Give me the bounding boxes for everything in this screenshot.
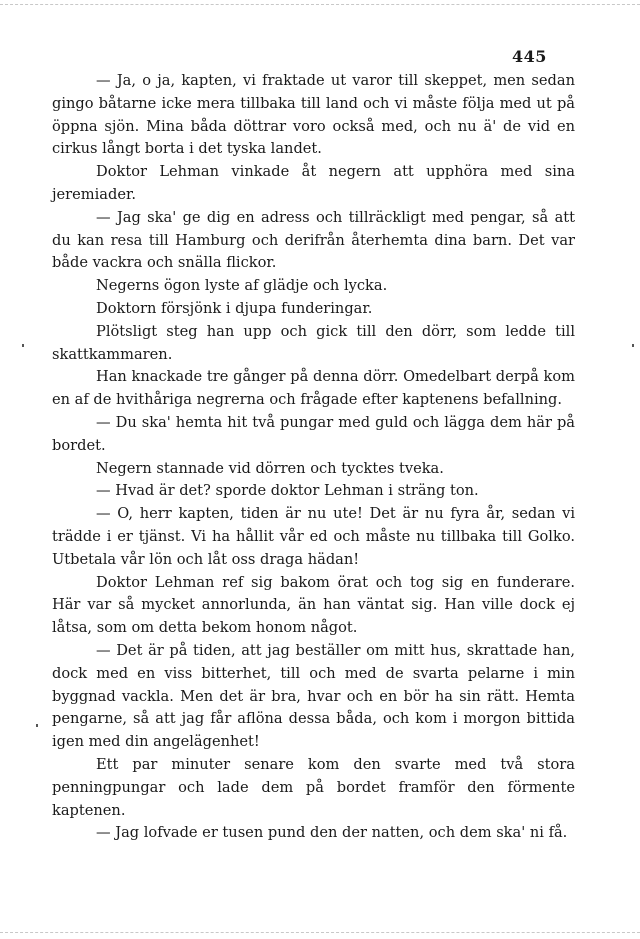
top-edge-line bbox=[0, 4, 640, 6]
paragraph: Doktorn försjönk i djupa funderingar. bbox=[96, 299, 373, 317]
paragraph: Plötsligt steg han upp och gick till den dörr, som ledde till skattkammaren. bbox=[52, 322, 575, 363]
margin-mark bbox=[632, 344, 634, 347]
paragraph: — Det är på tiden, att jag beställer om mitt hus, skrattade han, dock med en viss bitterhet, till och med de svarta pelarne i min byggnad vackla. Men det är bra, hvar och en bör ha sin rätt. Hemta pengarne, så att jag får aflöna dessa båda, och kom i morgon bittida igen med din angelägenhet! bbox=[52, 641, 575, 751]
body-text bbox=[52, 70, 575, 845]
page-number: 445 bbox=[512, 47, 547, 66]
bottom-edge-line bbox=[0, 932, 640, 934]
paragraph: Negern stannade vid dörren och tycktes tveka. bbox=[96, 459, 444, 477]
paragraph: — Jag ska' ge dig en adress och tillräckligt med pengar, så att du kan resa till Hamburg och derifrån återhemta dina barn. Det var både vackra och snälla flickor. bbox=[52, 208, 575, 272]
paragraph: — Du ska' hemta hit två pungar med guld och lägga dem här på bordet. bbox=[52, 413, 575, 454]
paragraph: — Jag lofvade er tusen pund den der natten, och dem ska' ni få. bbox=[96, 824, 568, 842]
paragraph: Ett par minuter senare kom den svarte med två stora penningpungar och lade dem på bordet framför den förmente kaptenen. bbox=[52, 755, 575, 819]
paragraph: — Ja, o ja, kapten, vi fraktade ut varor till skeppet, men sedan gingo båtarne icke mera tillbaka till land och vi måste följa med ut på öppna sjön. Mina båda döttrar voro också med, och nu ä' de vid en cirkus långt borta i det tyska landet. bbox=[52, 72, 575, 158]
margin-mark bbox=[36, 724, 38, 727]
paragraph: — O, herr kapten, tiden är nu ute! Det är nu fyra år, sedan vi trädde i er tjänst. Vi ha hållit vår ed och måste nu tillbaka till Golko. Utbetala vår lön och låt oss draga hädan! bbox=[52, 505, 575, 568]
paragraph: Han knackade tre gånger på denna dörr. Omedelbart derpå kom en af de hvithåriga negrerna och frågade efter kaptenens befallning. bbox=[52, 368, 575, 409]
paragraph: Doktor Lehman ref sig bakom örat och tog sig en funderare. Här var så mycket annorlunda, än han väntat sig. Han ville dock ej låtsa, som om detta bekom honom något. bbox=[52, 573, 575, 637]
paragraph: — Hvad är det? sporde doktor Lehman i sträng ton. bbox=[96, 482, 479, 500]
margin-mark bbox=[22, 344, 24, 347]
paragraph: Negerns ögon lyste af glädje och lycka. bbox=[96, 277, 388, 295]
paragraph: Doktor Lehman vinkade åt negern att upphöra med sina jeremiader. bbox=[52, 163, 575, 203]
